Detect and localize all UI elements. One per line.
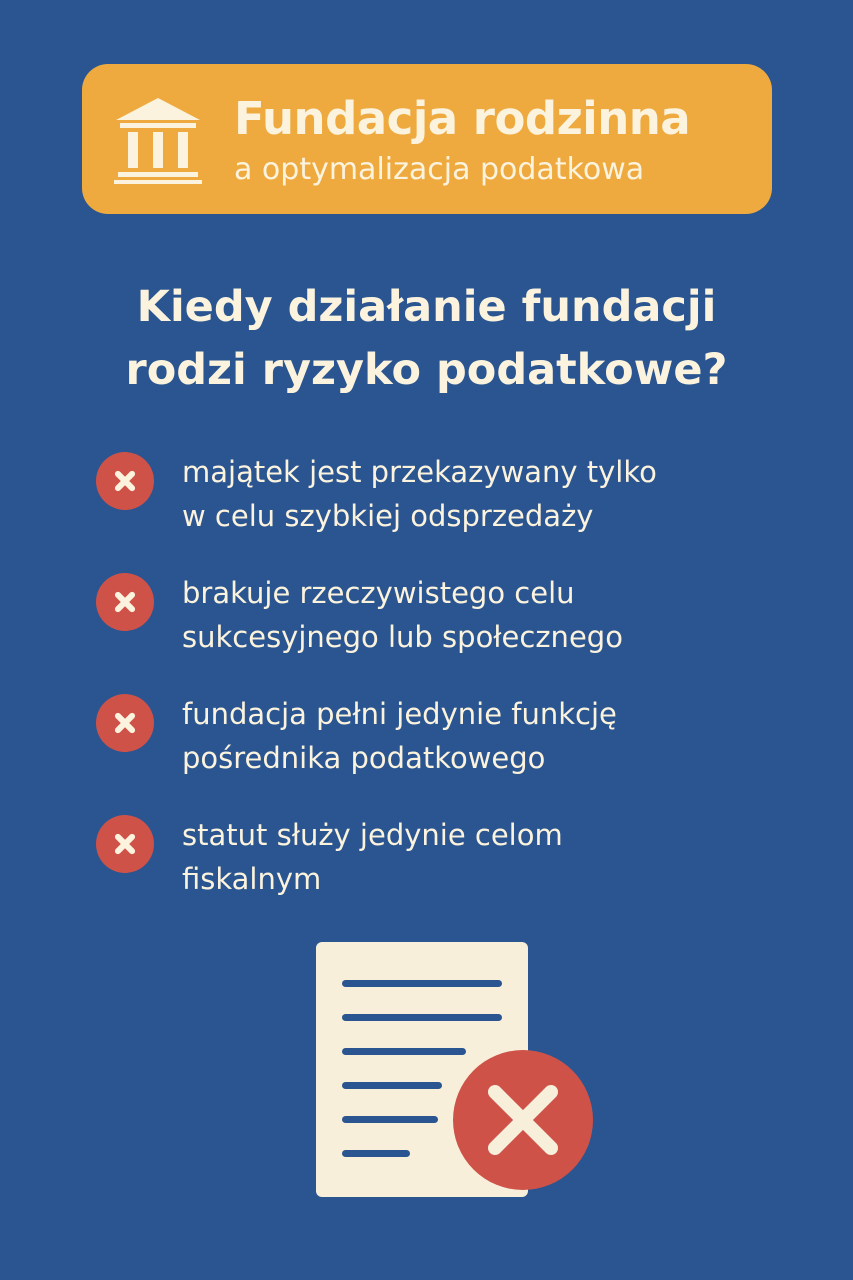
risk-text-line: statut służy jedynie celom (182, 818, 563, 852)
risk-text-line: fiskalnym (182, 862, 322, 896)
risk-item (96, 692, 796, 813)
risk-text (182, 571, 782, 659)
document-line (342, 980, 502, 987)
header-subtitle: a optymalizacja podatkowa (234, 152, 645, 187)
risk-text (182, 692, 782, 780)
question-heading (0, 276, 853, 402)
bank-building-icon (112, 94, 204, 186)
risk-item (96, 571, 796, 692)
risk-text-line: sukcesyjnego lub społecznego (182, 620, 623, 654)
risk-text-line: pośrednika podatkowego (182, 741, 546, 775)
risk-text-line: majątek jest przekazywany tylko (182, 455, 657, 489)
risk-text-line: w celu szybkiej odsprzedaży (182, 499, 594, 533)
red-x-icon (96, 815, 154, 873)
header-title: Fundacja rodzinna (234, 92, 691, 145)
document-line (342, 1150, 410, 1157)
red-x-icon (96, 452, 154, 510)
red-x-icon (96, 694, 154, 752)
risk-text-line: brakuje rzeczywistego celu (182, 576, 575, 610)
risk-text-line: fundacja pełni jedynie funkcję (182, 697, 617, 731)
red-x-icon (96, 573, 154, 631)
document-line (342, 1116, 438, 1123)
risk-list (96, 450, 796, 934)
risk-text (182, 450, 782, 538)
risk-text (182, 813, 782, 901)
document-line (342, 1014, 502, 1021)
rejected-document-icon (314, 940, 604, 1200)
question-line-2: rodzi ryzyko podatkowe? (125, 345, 728, 395)
document-line (342, 1048, 466, 1055)
document-line (342, 1082, 442, 1089)
risk-item (96, 450, 796, 571)
risk-item (96, 813, 796, 934)
question-line-1: Kiedy działanie fundacji (136, 282, 717, 332)
